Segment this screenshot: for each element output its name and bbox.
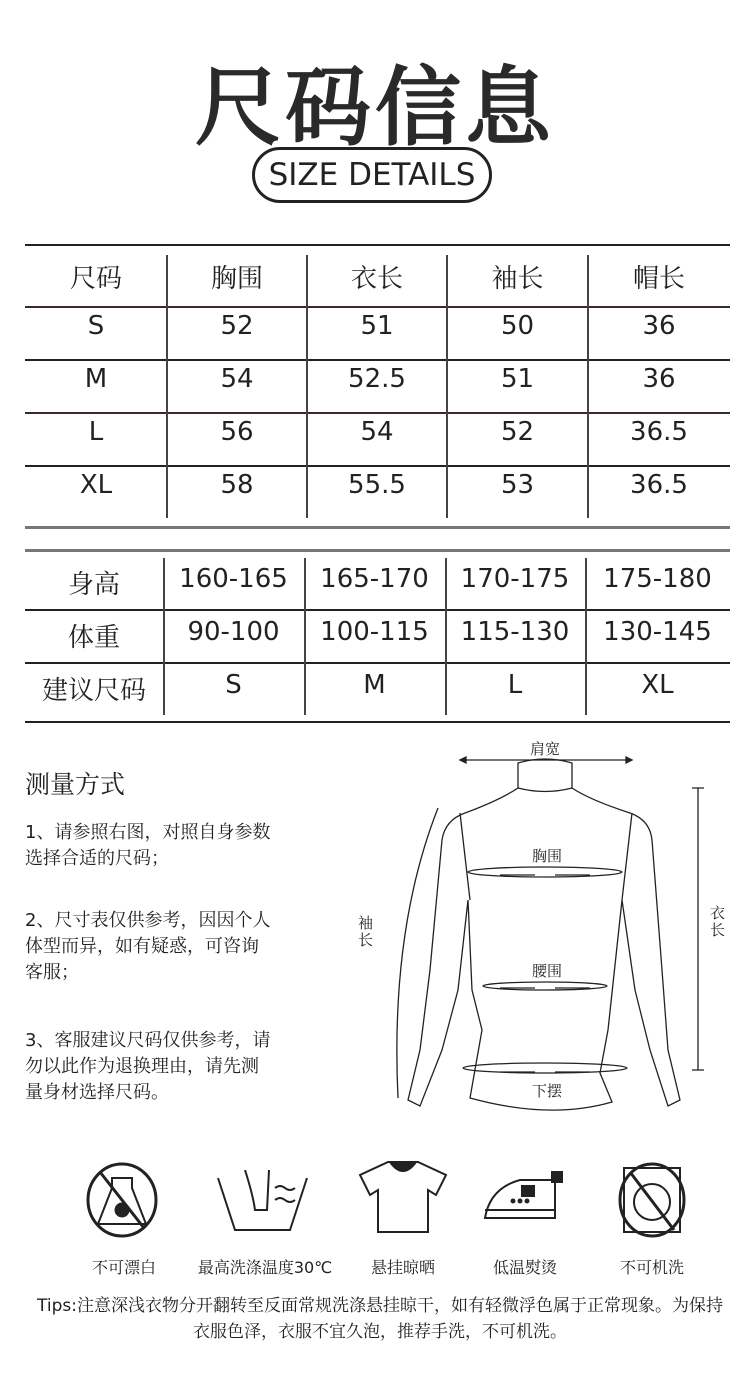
table-cell: XL <box>79 470 113 500</box>
table-cell: L <box>507 670 523 700</box>
tips-text: Tips:注意深浅衣物分开翻转至反面常规洗涤悬挂晾干，如有轻微浮色属于正常现象。为保持衣服色泽，衣服不宜久泡，推荐手洗，不可机洗。 <box>37 1296 723 1342</box>
column-header: 胸围 <box>210 264 263 294</box>
measure-note: 2、尺寸表仅供参考，因因个人体型而异，如有疑惑，可咨询客服； <box>25 910 271 983</box>
divider <box>25 721 730 723</box>
divider <box>25 465 730 467</box>
waist-label: 腰围 <box>532 962 563 980</box>
chest-label: 胸围 <box>532 847 563 865</box>
hand-wash-icon <box>215 1160 310 1235</box>
divider <box>25 662 730 664</box>
table-cell: 175-180 <box>603 564 712 594</box>
hang-dry-icon <box>358 1160 448 1235</box>
divider <box>25 244 730 246</box>
row-header: 体重 <box>67 623 120 653</box>
care-label: 低温熨烫 <box>492 1258 557 1277</box>
table-cell: 50 <box>500 311 535 341</box>
column-header: 帽长 <box>632 264 685 294</box>
table-cell: S <box>225 670 242 700</box>
table-cell: 160-165 <box>179 564 288 594</box>
column-header: 衣长 <box>350 264 403 294</box>
care-label: 悬挂晾晒 <box>370 1258 435 1277</box>
table-cell: 55.5 <box>348 470 406 500</box>
page-subtitle: SIZE DETAILS <box>252 147 492 203</box>
measure-note: 1、请参照右图，对照自身参数选择合适的尺码； <box>25 822 271 869</box>
table-cell: 53 <box>500 470 535 500</box>
table-cell: 56 <box>220 417 254 447</box>
table-cell: 165-170 <box>320 564 429 594</box>
column-header: 尺码 <box>69 264 122 294</box>
table-cell: 54 <box>220 364 254 394</box>
column-header: 袖长 <box>491 264 544 294</box>
divider <box>25 609 730 611</box>
row-header: 身高 <box>67 570 120 600</box>
table-cell: 36.5 <box>630 470 688 500</box>
divider <box>25 306 730 308</box>
row-header: 建议尺码 <box>41 676 146 706</box>
care-label: 不可漂白 <box>91 1258 156 1277</box>
table-cell: 51 <box>500 364 535 394</box>
table-cell: 36.5 <box>630 417 688 447</box>
table-cell: 58 <box>220 470 254 500</box>
hem-label: 下摆 <box>532 1082 563 1100</box>
table-cell: 36 <box>642 311 676 341</box>
table-cell: 130-145 <box>603 617 712 647</box>
page-title: 尺码信息 <box>195 58 555 158</box>
table-cell: 52.5 <box>348 364 406 394</box>
table-cell: 115-130 <box>460 617 570 647</box>
low-iron-icon <box>480 1168 570 1228</box>
sleeve-label: 袖长 <box>358 914 374 949</box>
table-cell: 170-175 <box>460 564 570 594</box>
table-cell: 100-115 <box>320 617 429 647</box>
table-cell: M <box>84 364 108 394</box>
table-cell: 52 <box>500 417 535 447</box>
no-bleach-icon <box>82 1158 162 1238</box>
table-cell: 54 <box>360 417 394 447</box>
table-cell: 52 <box>220 311 254 341</box>
garment-diagram <box>350 730 750 1120</box>
table-cell: XL <box>641 670 674 700</box>
length-label: 衣长 <box>710 904 726 939</box>
measure-title: 测量方式 <box>25 770 126 799</box>
shoulder-label: 肩宽 <box>530 740 561 758</box>
table-cell: M <box>363 670 386 700</box>
table-cell: 90-100 <box>187 617 280 647</box>
table-cell: L <box>88 417 104 447</box>
care-label: 最高洗涤温度30℃ <box>197 1258 333 1277</box>
table-cell: 51 <box>360 311 394 341</box>
divider <box>25 412 730 414</box>
table-cell: 36 <box>642 364 676 394</box>
measure-note: 3、客服建议尺码仅供参考，请勿以此作为退换理由，请先测量身材选择尺码。 <box>25 1030 271 1103</box>
divider <box>25 549 730 552</box>
divider <box>25 526 730 529</box>
table-cell: S <box>87 311 105 341</box>
divider <box>25 359 730 361</box>
care-label: 不可机洗 <box>619 1258 684 1277</box>
no-machine-wash-icon <box>612 1160 692 1240</box>
